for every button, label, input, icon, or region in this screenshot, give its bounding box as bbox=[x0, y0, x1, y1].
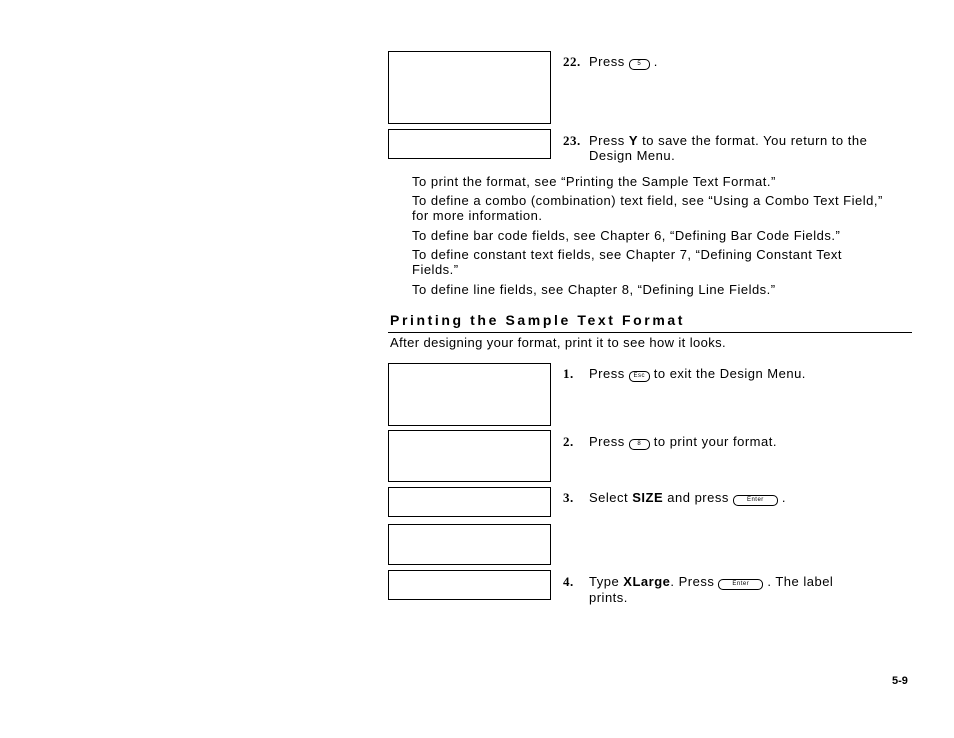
paragraph: To print the format, see “Printing the Sample Text Format.” bbox=[412, 174, 776, 189]
display-screen-box bbox=[388, 363, 551, 426]
section-intro: After designing your format, print it to see how it looks. bbox=[390, 335, 727, 350]
key-enter-icon: Enter bbox=[733, 495, 778, 506]
paragraph: To define bar code fields, see Chapter 6, “Defining Bar Code Fields.” bbox=[412, 228, 841, 243]
display-screen-box bbox=[388, 487, 551, 517]
step-4: 4. Type XLarge. Press Enter . The label prints. bbox=[563, 574, 834, 605]
step-number: 4. bbox=[563, 574, 574, 589]
key-8-icon: 8 bbox=[629, 439, 650, 450]
step-3: 3. Select SIZE and press Enter . bbox=[563, 490, 786, 505]
display-screen-box bbox=[388, 51, 551, 124]
key-enter-icon: Enter bbox=[718, 579, 763, 590]
display-screen-box bbox=[388, 129, 551, 159]
step-number: 2. bbox=[563, 434, 574, 449]
paragraph: To define line fields, see Chapter 8, “Defining Line Fields.” bbox=[412, 282, 776, 297]
key-5-icon: 5 bbox=[629, 59, 650, 70]
display-screen-box bbox=[388, 430, 551, 482]
step-number: 3. bbox=[563, 490, 574, 505]
display-screen-box bbox=[388, 570, 551, 600]
key-esc-icon: Esc bbox=[629, 371, 650, 382]
display-screen-box bbox=[388, 524, 551, 565]
heading-rule bbox=[388, 332, 912, 333]
step-1: 1. Press Esc to exit the Design Menu. bbox=[563, 366, 806, 381]
step-23: 23. Press Y to save the format. You return to the Design Menu. bbox=[563, 133, 868, 163]
step-number: 22. bbox=[563, 54, 581, 69]
paragraph: To define a combo (combination) text field, see “Using a Combo Text Field,” for more information. bbox=[412, 193, 883, 223]
step-number: 23. bbox=[563, 133, 581, 148]
paragraph: To define constant text fields, see Chapter 7, “Defining Constant Text Fields.” bbox=[412, 247, 843, 277]
page-number: 5-9 bbox=[892, 675, 908, 687]
step-2: 2. Press 8 to print your format. bbox=[563, 434, 777, 449]
section-heading: Printing the Sample Text Format bbox=[390, 312, 686, 328]
step-22: 22. Press 5 . bbox=[563, 54, 658, 69]
step-number: 1. bbox=[563, 366, 574, 381]
